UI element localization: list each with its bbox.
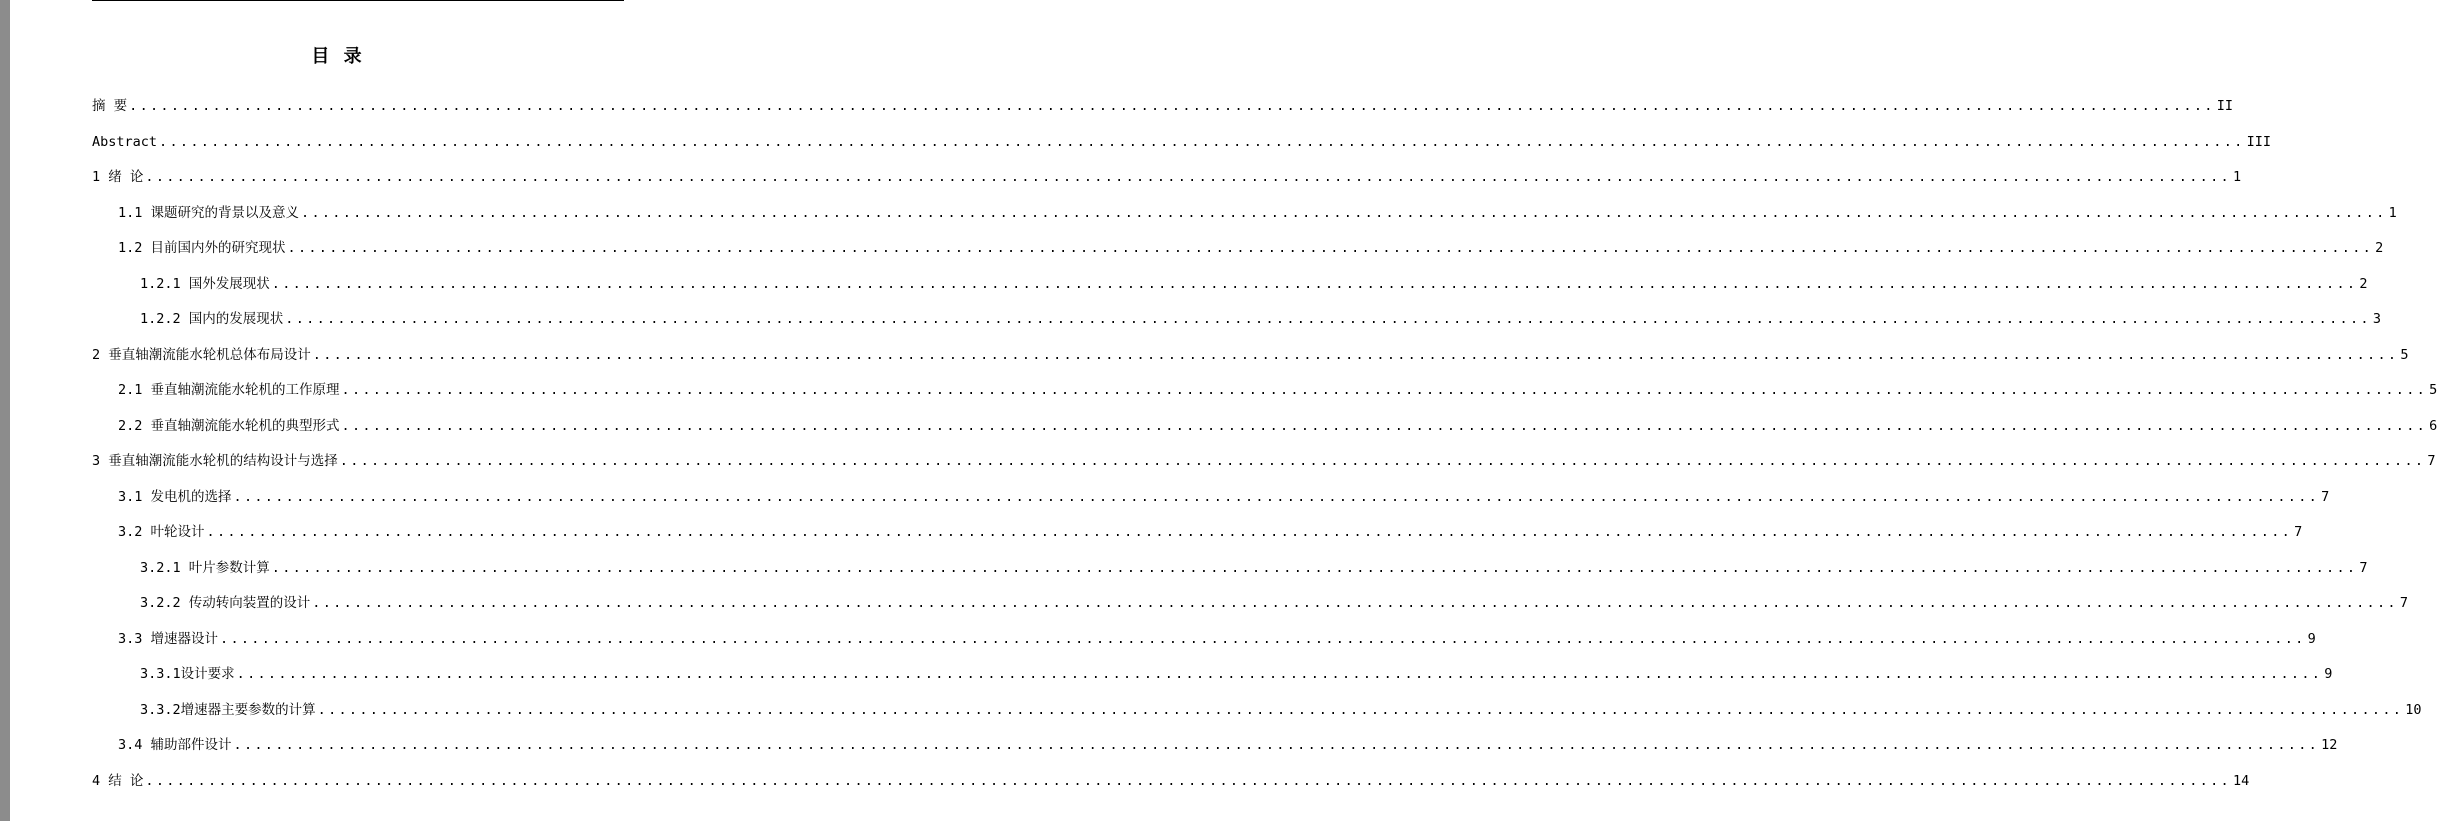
toc-entry-page-number: 9 [2307, 630, 2316, 647]
toc-entry-page-number: II [2216, 98, 2233, 114]
toc-entry-page-number: 7 [2399, 595, 2408, 611]
toc-entry-label: 摘 要 [92, 98, 128, 114]
toc-entry-page-number: 7 [2427, 453, 2436, 469]
toc-entry-label: 3.2 叶轮设计 [118, 524, 205, 540]
toc-entry[interactable] [118, 483, 2330, 505]
toc-entry-page-number: III [2246, 133, 2271, 150]
toc-dot-leader: ........................................................................................................................................................................................................ [145, 772, 2231, 789]
toc-entry[interactable] [118, 376, 2437, 398]
toc-entry-page-number: 2 [2375, 240, 2384, 256]
toc-entry[interactable] [92, 92, 2233, 114]
toc-entry-page-number: 2 [2359, 275, 2368, 292]
toc-entry-label: 1.1 课题研究的背景以及意义 [118, 204, 300, 221]
toc-entry-page-number: 7 [2294, 524, 2303, 540]
header-rule [92, 0, 624, 1]
toc-dot-leader: ........................................................................................................................................................................................................ [312, 346, 2399, 363]
toc-dot-leader: ........................................................................................................................................................................................................ [271, 275, 2358, 292]
toc-dot-leader: ........................................................................................................................................................................................................ [312, 595, 2398, 611]
toc-entry-page-number: 12 [2321, 737, 2338, 753]
toc-entry[interactable] [118, 625, 2316, 647]
toc-entry[interactable] [92, 767, 2250, 789]
toc-dot-leader: ........................................................................................................................................................................................................ [301, 204, 2387, 221]
toc-entry-label: 3.4 辅助部件设计 [118, 737, 232, 753]
toc-entry-label: 3.3.2增速器主要参数的计算 [140, 701, 316, 718]
toc-entry-page-number: 7 [2321, 488, 2330, 505]
toc-entry-page-number: 6 [2429, 417, 2437, 434]
toc-entry[interactable] [92, 163, 2242, 185]
toc-entry-page-number: 1 [2388, 204, 2397, 221]
toc-dot-leader: ........................................................................................................................................................................................................ [236, 666, 2323, 682]
toc-entry-label: 3 垂直轴潮流能水轮机的结构设计与选择 [92, 453, 338, 469]
toc-dot-leader: ........................................................................................................................................................................................................ [341, 417, 2428, 434]
toc-dot-leader: ........................................................................................................................................................................................................ [233, 737, 2320, 753]
toc-dot-leader: ........................................................................................................................................................................................................ [285, 311, 2371, 327]
left-margin-bar [0, 0, 10, 821]
toc-entry-label: 4 结 论 [92, 772, 144, 789]
toc-entry-page-number: 9 [2324, 666, 2333, 682]
toc-entry[interactable] [92, 447, 2436, 469]
toc-dot-leader: ........................................................................................................................................................................................................ [145, 169, 2231, 185]
toc-entry[interactable] [140, 696, 2422, 718]
toc-entry-label: 1.2.2 国内的发展现状 [140, 311, 284, 327]
toc-entry[interactable] [140, 589, 2408, 611]
toc-entry-page-number: 14 [2232, 772, 2250, 789]
toc-entry-label: 2 垂直轴潮流能水轮机总体布局设计 [92, 346, 311, 363]
toc-dot-leader: ........................................................................................................................................................................................................ [339, 453, 2426, 469]
toc-entry[interactable] [140, 270, 2368, 292]
toc-entry[interactable] [140, 660, 2333, 682]
toc-entry-page-number: 5 [2429, 382, 2437, 398]
toc-title: 目 录 [311, 46, 366, 67]
toc-dot-leader: ........................................................................................................................................................................................................ [233, 488, 2320, 505]
toc-entry[interactable] [118, 234, 2384, 256]
toc-entry-label: 2.2 垂直轴潮流能水轮机的典型形式 [118, 417, 340, 434]
toc-entry-label: 3.3 增速器设计 [118, 630, 219, 647]
toc-entry[interactable] [92, 341, 2409, 363]
toc-entry-label: 1.2.1 国外发展现状 [140, 275, 270, 292]
toc-entry[interactable] [140, 554, 2368, 576]
toc-entry-label: 3.2.2 传动转向装置的设计 [140, 595, 311, 611]
toc-entry-label: 1.2 目前国内外的研究现状 [118, 240, 286, 256]
toc-entry[interactable] [118, 412, 2437, 434]
toc-entry-page-number: 5 [2400, 346, 2409, 363]
toc-dot-leader: ........................................................................................................................................................................................................ [317, 701, 2404, 718]
toc-entry-page-number: 3 [2372, 311, 2381, 327]
toc-entry[interactable] [118, 518, 2303, 540]
toc-entry-page-number: 7 [2359, 559, 2368, 576]
toc-entry-label: Abstract [92, 133, 158, 150]
toc-dot-leader: ........................................................................................................................................................................................................ [220, 630, 2306, 647]
toc-entry[interactable] [140, 305, 2381, 327]
toc-entry[interactable] [92, 128, 2271, 150]
toc-dot-leader: ........................................................................................................................................................................................................ [271, 559, 2358, 576]
toc-entry-label: 2.1 垂直轴潮流能水轮机的工作原理 [118, 382, 340, 398]
toc-dot-leader: ........................................................................................................................................................................................................ [159, 133, 2245, 150]
toc-entry-label: 3.3.1设计要求 [140, 666, 235, 682]
toc-entry[interactable] [118, 731, 2338, 753]
toc-entry-label: 3.2.1 叶片参数计算 [140, 559, 270, 576]
toc-entry[interactable] [118, 199, 2397, 221]
toc-entry-page-number: 10 [2405, 701, 2422, 718]
toc-entry-label: 1 绪 论 [92, 169, 144, 185]
toc-dot-leader: ........................................................................................................................................................................................................ [129, 98, 2215, 114]
toc-entry-page-number: 1 [2232, 169, 2242, 185]
toc-entry-label: 3.1 发电机的选择 [118, 488, 232, 505]
toc-dot-leader: ........................................................................................................................................................................................................ [341, 382, 2428, 398]
toc-dot-leader: ........................................................................................................................................................................................................ [206, 524, 2293, 540]
toc-dot-leader: ........................................................................................................................................................................................................ [287, 240, 2374, 256]
